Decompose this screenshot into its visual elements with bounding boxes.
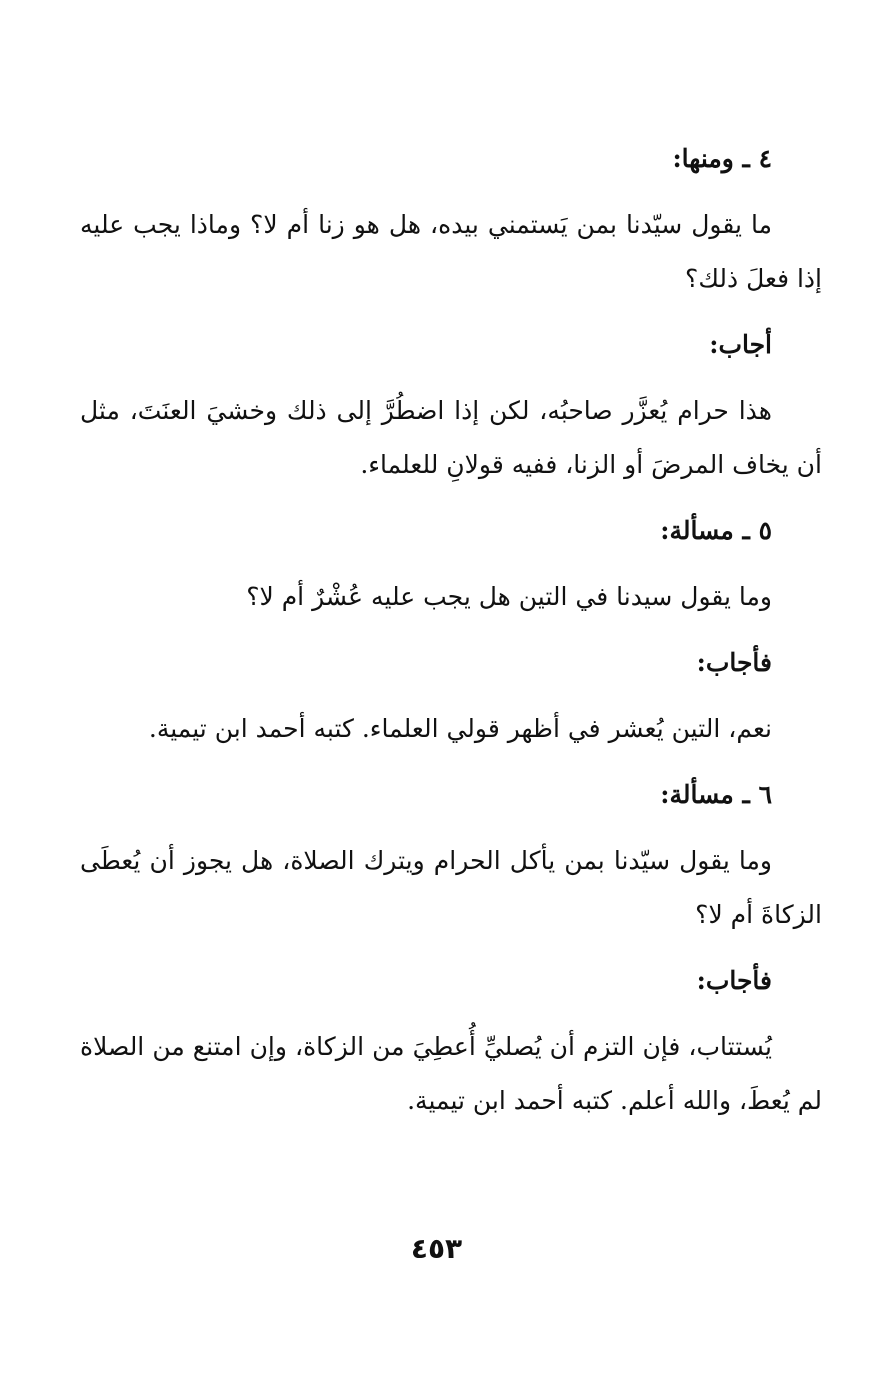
answer-paragraph: يُستتاب، فإن التزم أن يُصليِّ أُعطِيَ من الزكاة، وإن امتنع من الصلاة لم يُعطَ، والله أعلم. كتبه أحمد ابن تيمية. bbox=[80, 1032, 822, 1115]
page-body bbox=[80, 132, 822, 1140]
question-paragraph: ما يقول سيّدنا بمن يَستمني بيده، هل هو زنا أم لا؟ وماذا يجب عليه إذا فعلَ ذلك؟ bbox=[80, 210, 822, 293]
question-paragraph: وما يقول سيّدنا بمن يأكل الحرام ويترك الصلاة، هل يجوز أن يُعطَى الزكاةَ أم لا؟ bbox=[80, 846, 822, 929]
answer-heading: أجاب: bbox=[709, 330, 772, 359]
answer-paragraph: نعم، التين يُعشر في أظهر قولي العلماء. كتبه أحمد ابن تيمية. bbox=[148, 714, 772, 743]
answer-heading: فأجاب: bbox=[696, 648, 772, 677]
answer-heading: فأجاب: bbox=[696, 966, 772, 995]
answer-paragraph: هذا حرام يُعزَّر صاحبُه، لكن إذا اضطُرَّ إلى ذلك وخشيَ العنَتَ، مثل أن يخاف المرضَ أو الزنا، ففيه قولانِ للعلماء. bbox=[80, 396, 822, 479]
page-number: ٤٥٣ bbox=[410, 1232, 463, 1265]
question-paragraph: وما يقول سيدنا في التين هل يجب عليه عُشْرٌ أم لا؟ bbox=[246, 582, 772, 611]
section-heading-4: ٤ ـ ومنها: bbox=[672, 144, 772, 173]
section-heading-5: ٥ ـ مسألة: bbox=[660, 516, 772, 545]
section-heading-6: ٦ ـ مسألة: bbox=[660, 780, 772, 809]
